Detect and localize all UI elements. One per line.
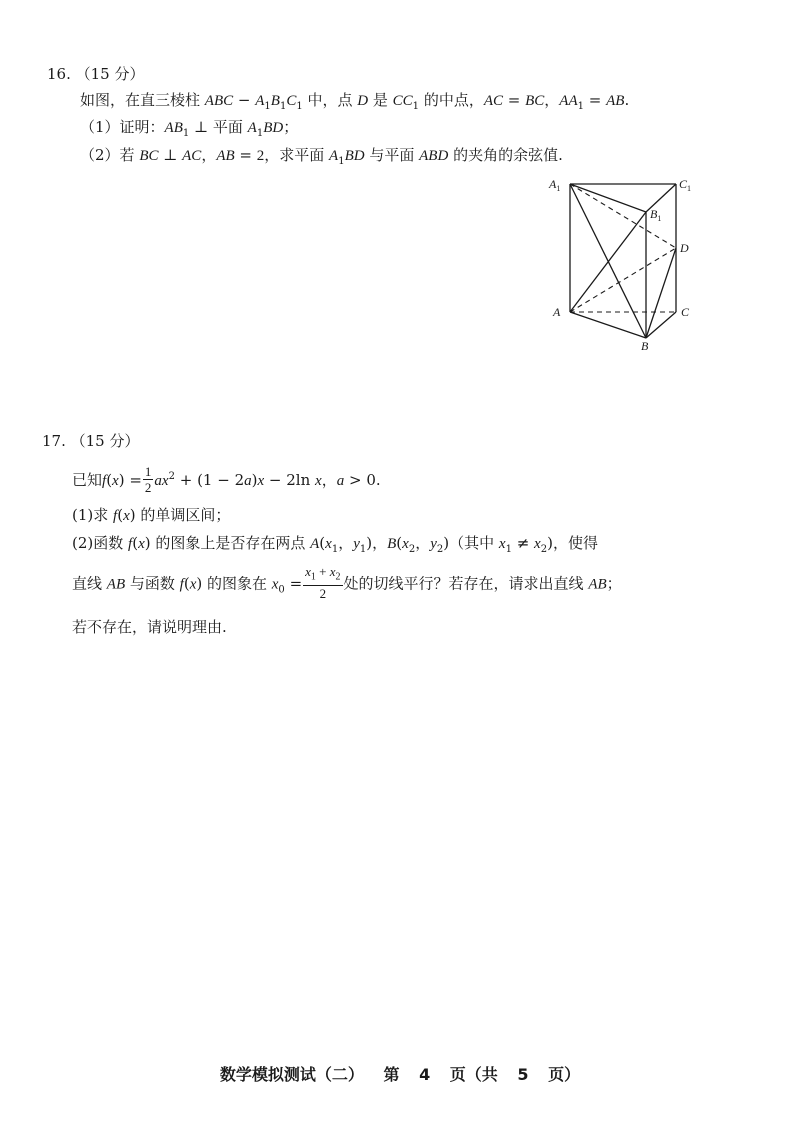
page-footer	[0, 1062, 800, 1085]
label-a: A	[553, 305, 561, 319]
q17-header: 17. （15 分）	[42, 432, 140, 450]
hidden-segment-a-d	[570, 248, 676, 312]
label-b: B	[641, 339, 649, 352]
q16-header: 16. （15 分）	[47, 65, 145, 83]
q17-part2-line1: (2)函数 f(x) 的图象上是否存在两点 $A(x_1$，$y_1$)，$B(x_2$，$y_2$)（其中 $x_1 \ne x_2$)，使得	[72, 534, 598, 555]
q17-part1: (1)求 f(x) 的单调区间；	[72, 506, 231, 524]
q16-part1: （1）证明：$AB_1$ ⊥ 平面 $A_1BD$；	[80, 118, 299, 139]
q17-given: 已知f(x) = $\frac{1}{2}$ $ax^2 + (1 - 2a)x - 2\ln$ x，a > 0.	[72, 463, 381, 495]
q16-intro: 如图，在直三棱柱 ABC − $A_1B_1C_1$ 中，点 D 是 $CC_1$ 的中点，AC = BC，$AA_1$ = AB.	[80, 91, 630, 112]
label-b1: $B_1$	[650, 207, 662, 223]
label-c: C	[681, 305, 690, 319]
label-d: D	[680, 241, 689, 255]
q16-part2: （2）若 BC ⊥ AC，AB = 2，求平面 $A_1BD$ 与平面 ABD 的夹角的余弦值.	[80, 146, 563, 167]
footer-page-number: 第 4 页（共 5 页）	[383, 1065, 581, 1084]
q17-part2-line2: 直线 AB 与函数 f(x) 的图象在 $x_0$ = $\frac{x_1 + x_2}{2}$ 处的切线平行？若存在，请求出直线 AB；	[72, 564, 622, 601]
label-a1: $A_1$	[549, 177, 561, 193]
footer-exam-title: 数学模拟测试（二）	[219, 1065, 364, 1084]
segment-a1-b	[570, 184, 646, 338]
prism-figure	[548, 172, 698, 352]
q17-part2-line3: 若不存在，请说明理由.	[72, 618, 227, 636]
label-c1: $C_1$	[679, 177, 692, 193]
